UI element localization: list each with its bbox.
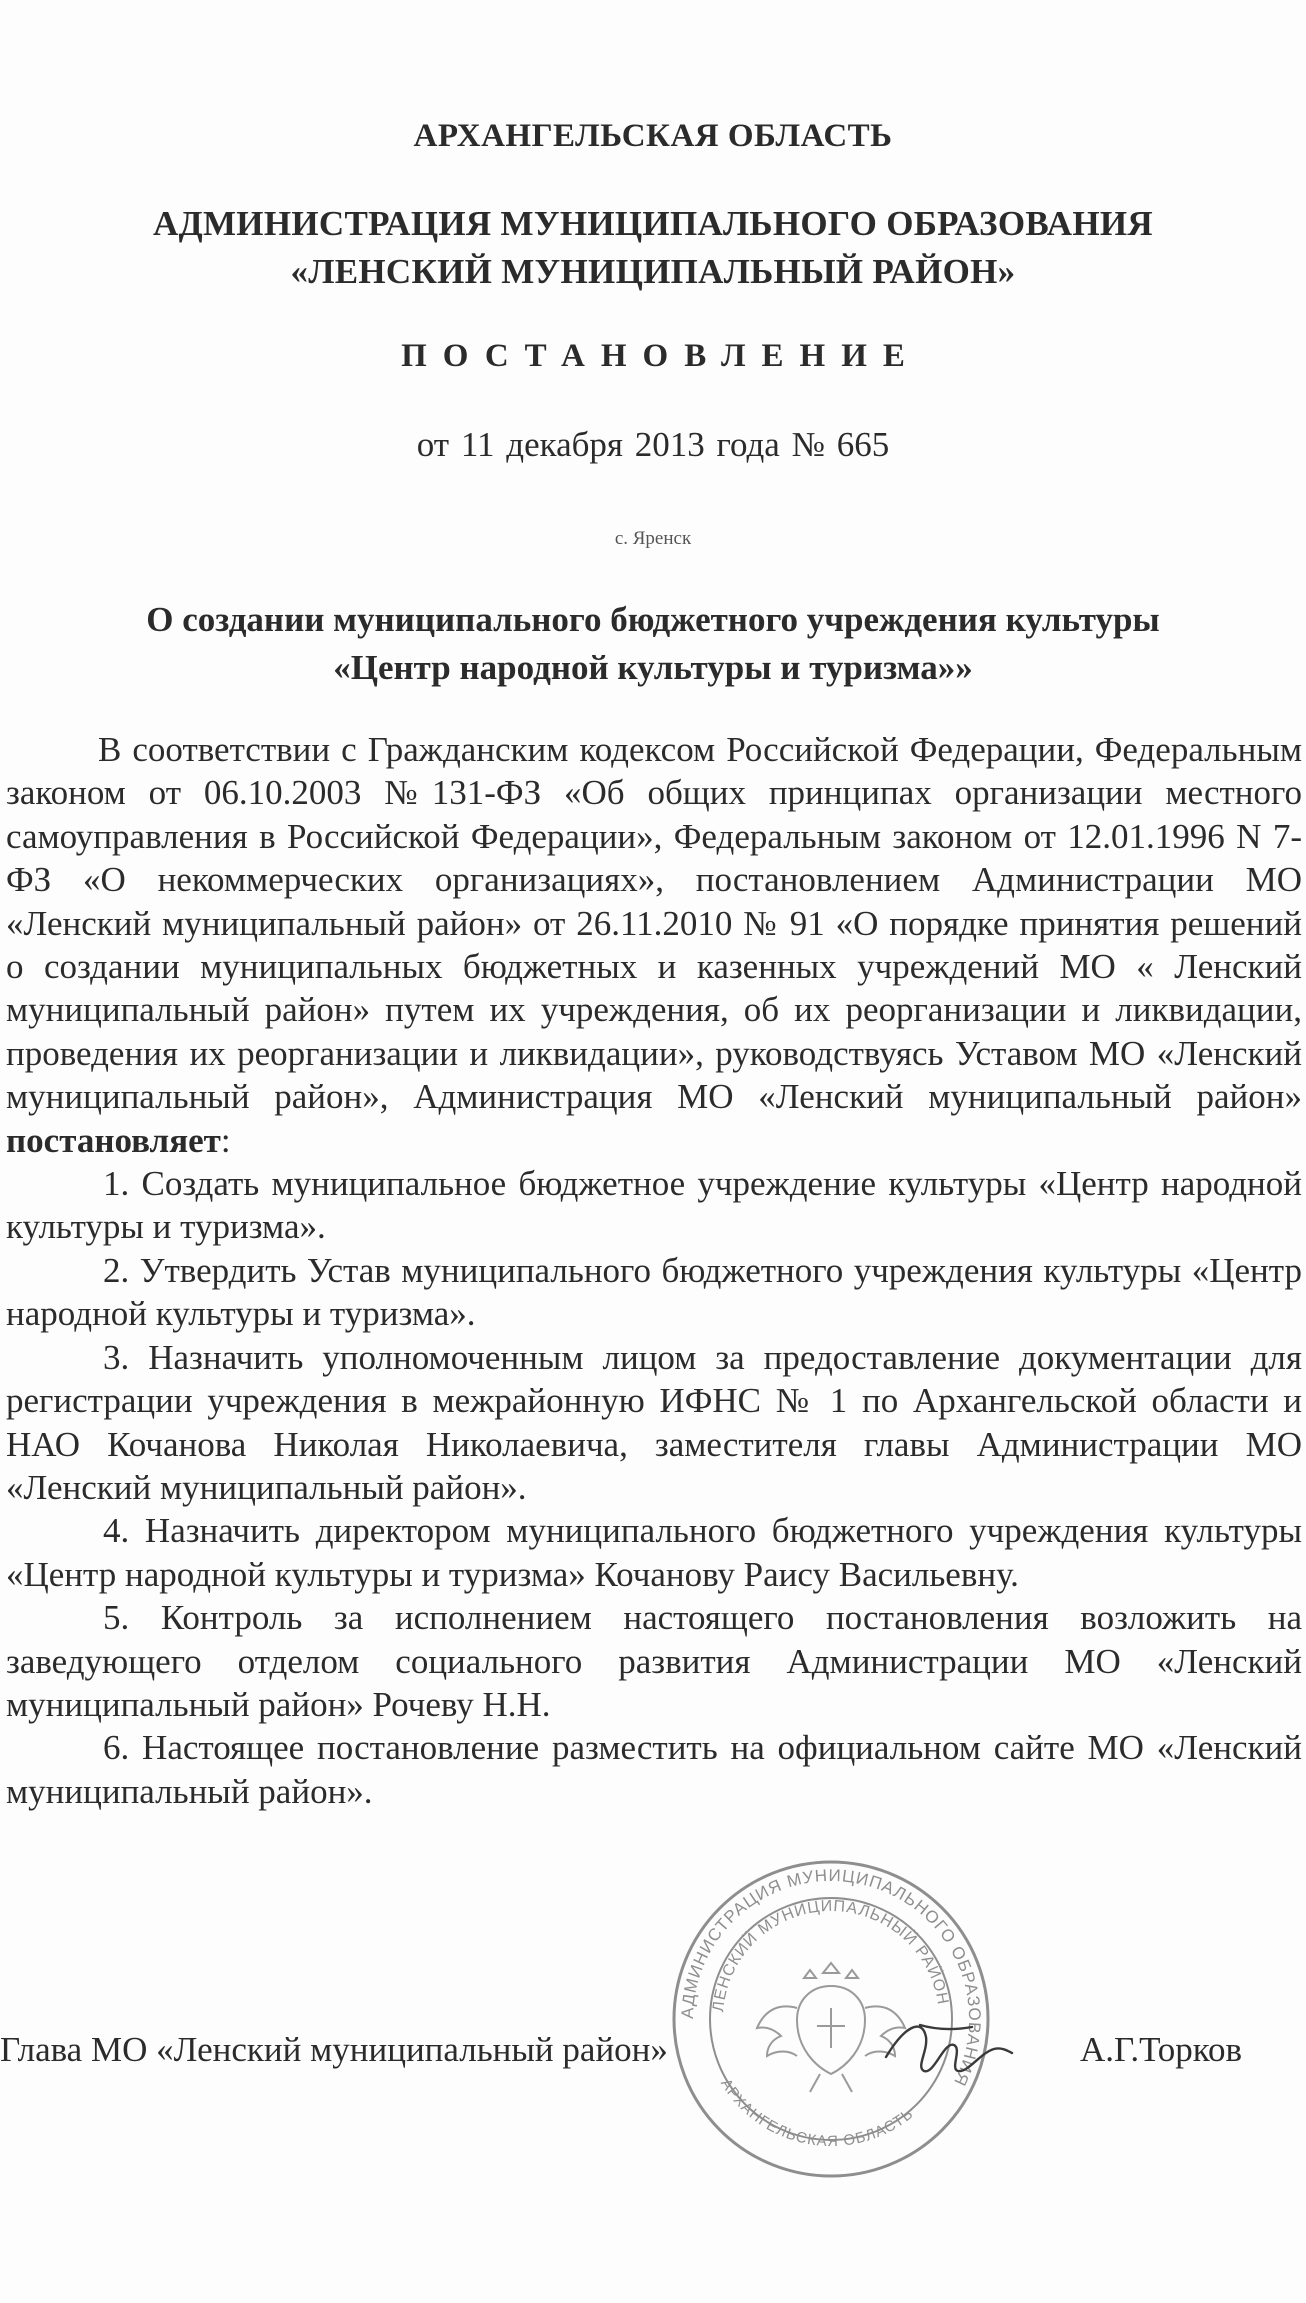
stamp-inner-text: ЛЕНСКИЙ МУНИЦИПАЛЬНЫЙ РАЙОН <box>710 1897 952 2013</box>
document-type: ПОСТАНОВЛЕНИЕ <box>401 338 921 374</box>
administration-line-1: АДМИНИСТРАЦИЯ МУНИЦИПАЛЬНОГО ОБРАЗОВАНИЯ <box>153 204 1153 243</box>
resolution-item-1: 1. Создать муниципальное бюджетное учреждение культуры «Центр народной культуры и туризма». <box>6 1164 1302 1247</box>
region-heading: АРХАНГЕЛЬСКАЯ ОБЛАСТЬ <box>413 118 893 154</box>
signatory-title: Глава МО «Ленский муниципальный район» <box>0 2030 668 2069</box>
administration-heading <box>0 200 1306 296</box>
resolves-word: постановляет <box>6 1120 221 1160</box>
resolution-item-2: 2. Утвердить Устав муниципального бюджетного учреждения культуры «Центр народной культуры и туризма». <box>6 1250 1302 1334</box>
document-place: с. Яренск <box>614 528 692 549</box>
resolution-item-3: 3. Назначить уполномоченным лицом за предоставление документации для регистрации учреждения в межрайонную ИФНС № 1 по Архангельской области и НАО Кочанова Николая Николаевича, заместителя главы Администрации МО «Ленский муниципальный район». <box>6 1337 1302 1507</box>
document-date-number: от 11 декабря 2013 года № 665 <box>416 425 890 464</box>
document-body <box>6 728 1302 1813</box>
signatory-name: А.Г.Торков <box>1080 2030 1243 2069</box>
preamble-paragraph <box>6 728 1302 1162</box>
subject-line-1: О создании муниципального бюджетного учреждения культуры <box>146 600 1160 639</box>
handwritten-signature <box>880 2005 1020 2095</box>
resolution-item-5: 5. Контроль за исполнением настоящего постановления возложить на заведующего отделом социального развития Администрации МО «Ленский муниципальный район» Рочеву Н.Н. <box>6 1598 1302 1724</box>
administration-line-2: «ЛЕНСКИЙ МУНИЦИПАЛЬНЫЙ РАЙОН» <box>290 252 1016 291</box>
preamble-colon: : <box>220 1120 231 1160</box>
preamble-text: В соответствии с Гражданским кодексом Российской Федерации, Федеральным законом от 06.10.2003 №131-ФЗ «Об общих принципах организации местного самоуправления в Российской Федерации», Федеральным законом от 12.01.1996 N 7-ФЗ «О некоммерческих организациях», постановлением Администрации МО «Ленский муниципальный район» от 26.11.2010 № 91 «О порядке принятия решений о создании муниципальных бюджетных и казенных учреждений МО « Ленский муниципальный район» путем их учреждения, об их реорганизации и ликвидации, проведения их реорганизации и ликвидации», руководствуясь Уставом МО «Ленский муниципальный район», Администрация МО «Ленский муниципальный район» <box>6 730 1302 1117</box>
document-subject <box>0 596 1306 692</box>
resolution-item-4: 4. Назначить директором муниципального бюджетного учреждения культуры «Центр народной культуры и туризма» Кочанову Раису Васильевну. <box>6 1511 1302 1594</box>
stamp-bottom-text: АРХАНГЕЛЬСКАЯ ОБЛАСТЬ <box>717 2075 917 2151</box>
resolution-item-6: 6. Настоящее постановление разместить на официальном сайте МО «Ленский муниципальный район». <box>6 1728 1302 1811</box>
signature-block <box>0 2030 1306 2080</box>
stamp-outer-text: АДМИНИСТРАЦИЯ МУНИЦИПАЛЬНОГО ОБРАЗОВАНИЯ <box>677 1865 985 2090</box>
subject-line-2: «Центр народной культуры и туризма»» <box>333 648 973 687</box>
